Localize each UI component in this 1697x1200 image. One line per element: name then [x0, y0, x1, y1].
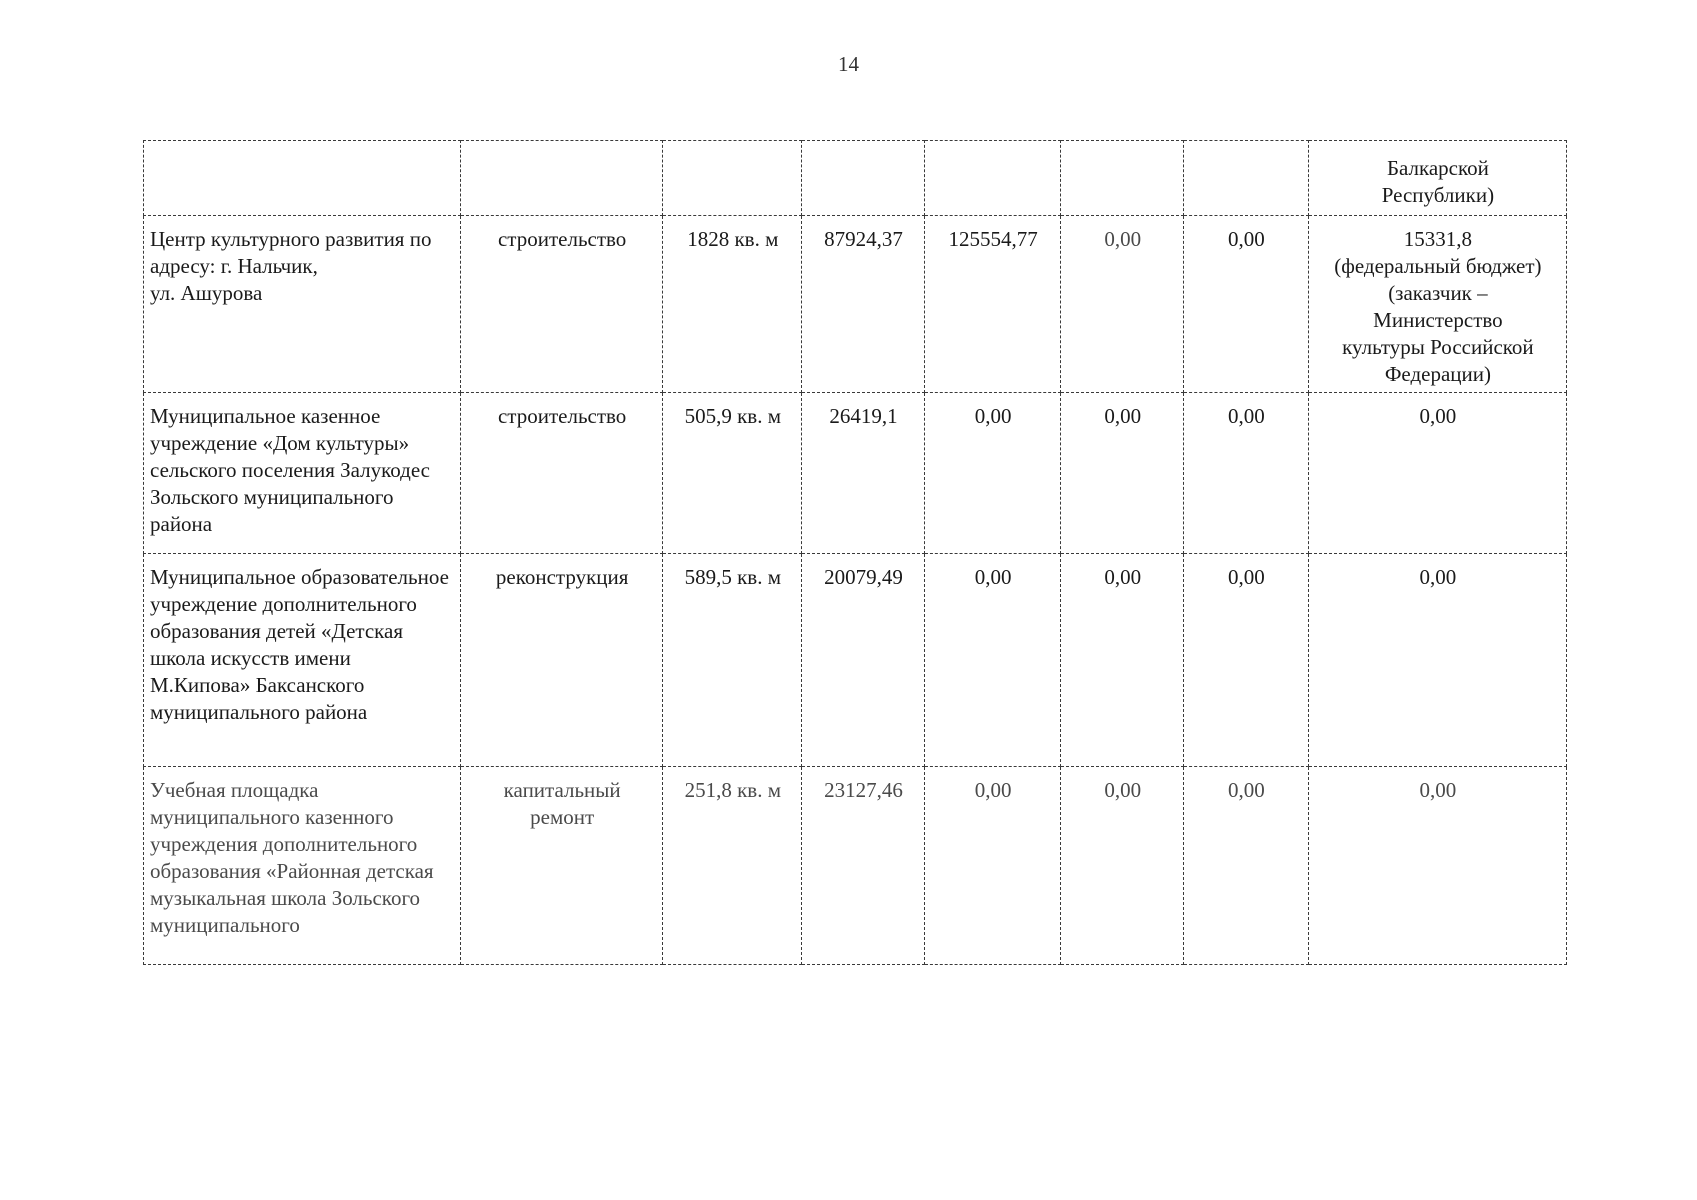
value-cell-3: 0,00: [1061, 393, 1184, 554]
value-cell-2: 0,00: [924, 767, 1061, 965]
value-cell-3: 0,00: [1061, 216, 1184, 393]
value-cell-4: 0,00: [1184, 767, 1309, 965]
value-cell-5: 0,00: [1308, 393, 1566, 554]
value-cell-1: 20079,49: [802, 554, 925, 767]
header-cell-empty: [1184, 141, 1309, 216]
value-cell-4: 0,00: [1184, 216, 1309, 393]
object-area: 251,8 кв. м: [663, 767, 802, 965]
work-type: строительство: [460, 216, 663, 393]
header-cell-empty: [924, 141, 1061, 216]
value-cell-4: 0,00: [1184, 554, 1309, 767]
value-cell-1: 87924,37: [802, 216, 925, 393]
header-cell-empty: [144, 141, 461, 216]
value-cell-2: 0,00: [924, 393, 1061, 554]
header-cell-empty: [802, 141, 925, 216]
header-cell-empty: [1061, 141, 1184, 216]
object-name: Муниципальное образовательное учреждение дополнительного образования детей «Детская школа искусств имени М.Кипова» Баксанского муниципального района: [144, 554, 461, 767]
object-name: Центр культурного развития по адресу: г. Нальчик, ул. Ашурова: [144, 216, 461, 393]
table-row: [144, 767, 1567, 965]
header-cell-empty: [460, 141, 663, 216]
value-cell-1: 26419,1: [802, 393, 925, 554]
work-type: капитальный ремонт: [460, 767, 663, 965]
objects-table: [143, 140, 1567, 965]
table-row: [144, 216, 1567, 393]
table-row: [144, 393, 1567, 554]
value-cell-5: 0,00: [1308, 767, 1566, 965]
object-name: Муниципальное казенное учреждение «Дом культуры» сельского поселения Залукодес Зольского муниципального района: [144, 393, 461, 554]
value-cell-2: 125554,77: [924, 216, 1061, 393]
value-cell-4: 0,00: [1184, 393, 1309, 554]
header-cell-funding-source: Балкарской Республики): [1308, 141, 1566, 216]
value-cell-2: 0,00: [924, 554, 1061, 767]
object-name: Учебная площадка муниципального казенного учреждения дополнительного образования «Районная детская музыкальная школа Зольского муниципального: [144, 767, 461, 965]
work-type: реконструкция: [460, 554, 663, 767]
header-cell-empty: [663, 141, 802, 216]
value-cell-3: 0,00: [1061, 554, 1184, 767]
object-area: 1828 кв. м: [663, 216, 802, 393]
object-area: 589,5 кв. м: [663, 554, 802, 767]
object-area: 505,9 кв. м: [663, 393, 802, 554]
table-row: [144, 554, 1567, 767]
value-cell-3: 0,00: [1061, 767, 1184, 965]
value-cell-5: 0,00: [1308, 554, 1566, 767]
page-number: 14: [838, 52, 859, 76]
value-cell-5: 15331,8 (федеральный бюджет) (заказчик – Министерство культуры Российской Федерации): [1308, 216, 1566, 393]
table-header-continuation: [144, 141, 1567, 216]
value-cell-1: 23127,46: [802, 767, 925, 965]
work-type: строительство: [460, 393, 663, 554]
